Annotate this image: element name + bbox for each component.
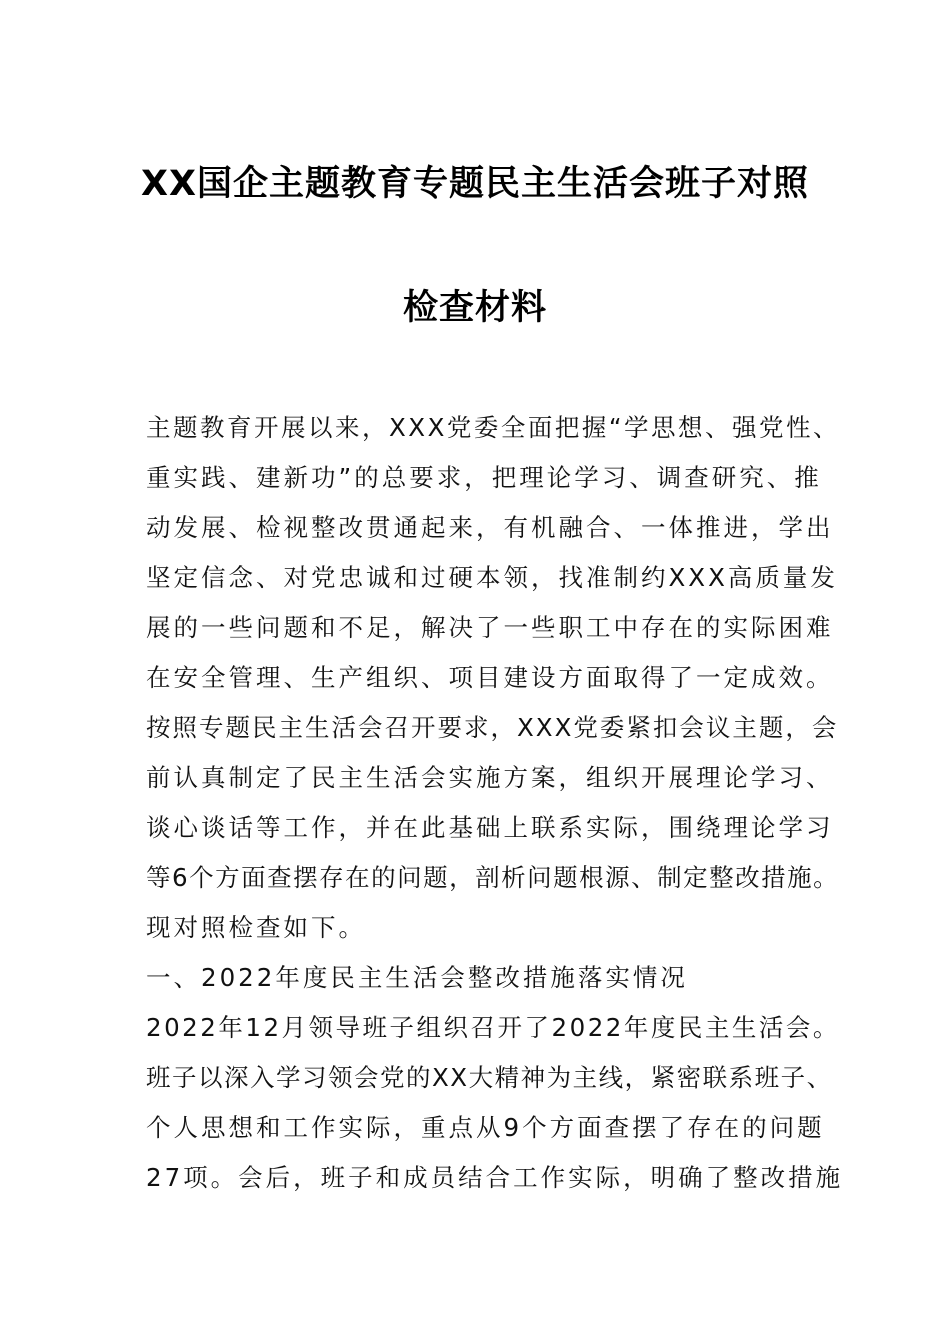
body-line: 按照专题民主生活会召开要求，XXX党委紧扣会议主题，会 [146,713,839,742]
document-body [146,403,846,1203]
body-line: 现对照检查如下。 [146,913,366,942]
body-line: 坚定信念、对党忠诚和过硬本领，找准制约XXX高质量发 [146,563,838,592]
document-title-line-2: 检查材料 [402,288,547,328]
body-line: 重实践、建新功”的总要求，把理论学习、调查研究、推 [146,463,822,492]
body-line: 班子以深入学习领会党的XX大精神为主线，紧密联系班子、 [146,1063,833,1092]
body-line: 展的一些问题和不足，解决了一些职工中存在的实际困难 [146,613,834,642]
body-line: 27项。会后，班子和成员结合工作实际，明确了整改措施 [146,1163,844,1192]
body-line: 个人思想和工作实际，重点从9个方面查摆了存在的问题 [146,1113,825,1142]
body-line: 2022年12月领导班子组织召开了2022年度民主生活会。 [146,1013,840,1042]
body-line: 等6个方面查摆存在的问题，剖析问题根源、制定整改措施。 [146,863,840,892]
body-line: 主题教育开展以来，XXX党委全面把握“学思想、强党性、 [146,413,841,442]
body-line: 谈心谈话等工作，并在此基础上联系实际，围绕理论学习 [146,813,834,842]
body-line: 动发展、检视整改贯通起来，有机融合、一体推进，学出 [146,513,834,542]
body-line: 在安全管理、生产组织、项目建设方面取得了一定成效。 [146,663,834,692]
section-heading: 一、2022年度民主生活会整改措施落实情况 [146,963,688,992]
body-line: 前认真制定了民主生活会实施方案，组织开展理论学习、 [146,763,834,792]
document-title-line-1: XX国企主题教育专题民主生活会班子对照 [141,164,809,204]
